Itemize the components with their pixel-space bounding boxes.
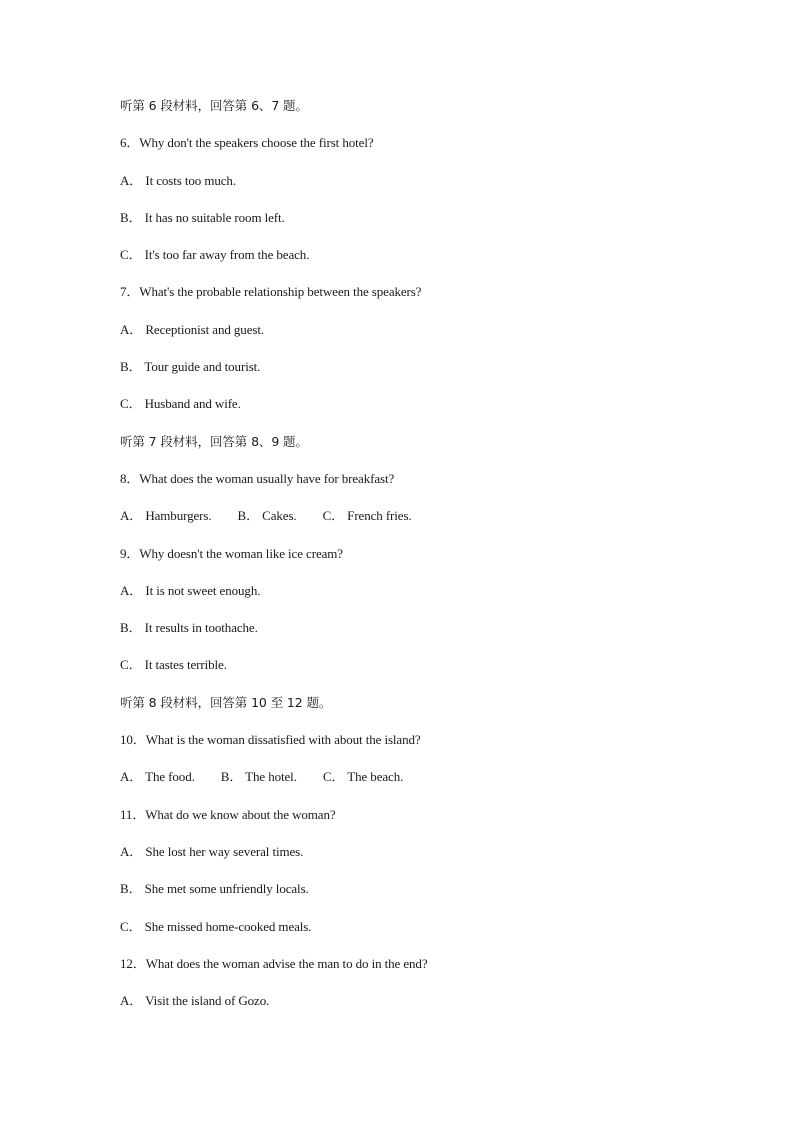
answer-option: C． It's too far away from the beach. <box>120 247 310 263</box>
answer-option: A． Hamburgers. <box>120 508 212 524</box>
answer-option: A． It is not sweet enough. <box>120 582 261 598</box>
question-stem: 12．What does the woman advise the man to do in the end? <box>120 955 428 971</box>
answer-option: C． Husband and wife. <box>120 396 241 412</box>
section-heading: 听第 7 段材料，回答第 8、9 题。 <box>120 433 308 449</box>
answer-option: B． She met some unfriendly locals. <box>120 881 309 897</box>
question-stem: 10．What is the woman dissatisfied with about the island? <box>120 732 421 748</box>
inline-options-row <box>120 506 740 526</box>
question-stem: 6．Why don't the speakers choose the first hotel? <box>120 135 374 151</box>
section-heading: 听第 8 段材料，回答第 10 至 12 题。 <box>120 694 332 710</box>
answer-option: A． It costs too much. <box>120 172 236 188</box>
question-stem: 8．What does the woman usually have for breakfast? <box>120 470 395 486</box>
answer-option: A． The food. <box>120 769 195 785</box>
answer-option: C． It tastes terrible. <box>120 657 227 673</box>
answer-option: A． Receptionist and guest. <box>120 321 264 337</box>
answer-option: B． The hotel. <box>220 769 297 785</box>
answer-option: A． Visit the island of Gozo. <box>120 993 270 1009</box>
section-heading: 听第 6 段材料，回答第 6、7 题。 <box>120 98 308 113</box>
answer-option: A． She lost her way several times. <box>120 843 304 859</box>
document-page <box>120 96 740 1028</box>
question-stem: 11．What do we know about the woman? <box>120 806 336 822</box>
answer-option: B． Cakes. <box>237 508 297 524</box>
inline-options-row <box>120 767 740 787</box>
question-stem: 9．Why doesn't the woman like ice cream? <box>120 545 343 561</box>
answer-option: B． It results in toothache. <box>120 620 258 636</box>
answer-option: B． Tour guide and tourist. <box>120 359 261 375</box>
answer-option: C． She missed home-cooked meals. <box>120 918 312 934</box>
answer-option: B． It has no suitable room left. <box>120 209 285 225</box>
answer-option: C． The beach. <box>322 769 404 785</box>
question-stem: 7．What's the probable relationship between the speakers? <box>120 284 422 300</box>
answer-option: C． French fries. <box>322 508 412 524</box>
